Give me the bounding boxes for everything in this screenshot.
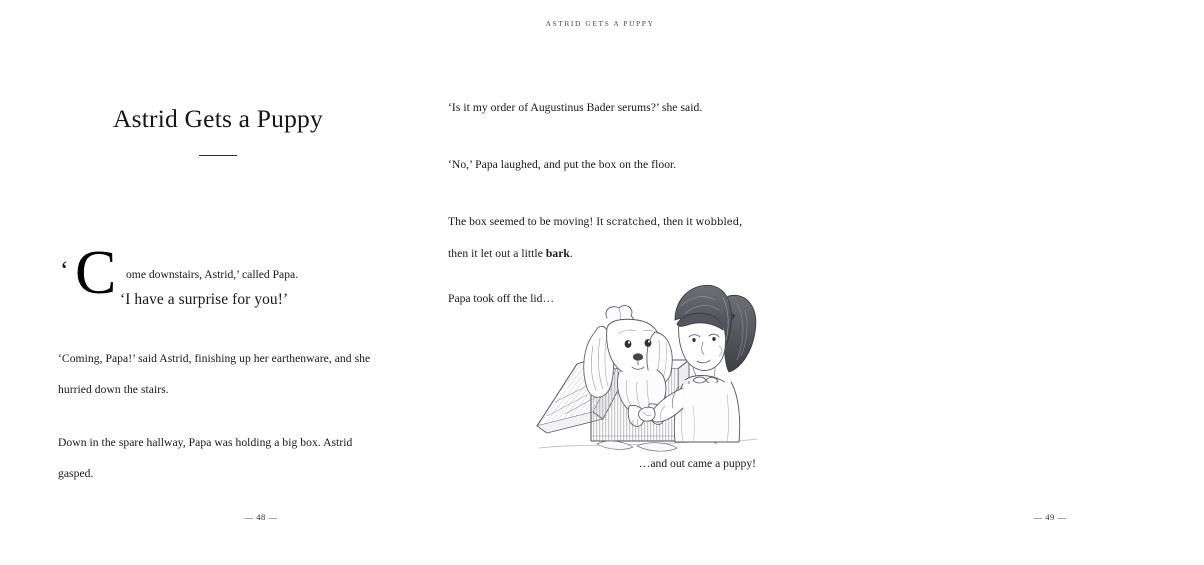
page-title: Astrid Gets a Puppy (113, 104, 323, 133)
box-text-part-1: The box seemed to be moving! It (448, 215, 607, 228)
sound-word-wobbled: wobbled (695, 217, 740, 228)
paragraph-hallway: Down in the spare hallway, Papa was holding a big box. Astrid gasped. (58, 436, 353, 480)
paragraph-coming: ‘Coming, Papa!’ said Astrid, finishing up her earthenware, and she hurried down the stairs. (58, 352, 371, 396)
puppy-box-illustration-svg (533, 276, 763, 461)
caption-took-off-lid: Papa took off the lid… (448, 292, 555, 305)
paragraph-box-moving (448, 206, 756, 269)
title-divider (199, 155, 237, 156)
box-text-part-4: . (569, 247, 573, 260)
sound-word-bark: bark (545, 247, 570, 260)
sound-word-scratched: scratched (606, 217, 658, 228)
paragraph-no: ‘No,’ Papa laughed, and put the box on the floor. (448, 158, 677, 171)
page-number-right: — 49 — (1033, 512, 1067, 522)
right-page (448, 0, 1067, 565)
opening-paragraph-line-2: ‘I have a surprise for you!’ (120, 291, 289, 308)
box-text-part-2: , then it (657, 215, 696, 228)
dropcap-open-quote: ‘ (60, 256, 69, 285)
caption-out-came-a-puppy: …and out came a puppy! (638, 457, 756, 470)
opening-paragraph-line-1: ome downstairs, Astrid,’ called Papa. (126, 268, 299, 281)
page-number-left: — 48 — (244, 512, 278, 522)
box-text-part-3: , then it let out a little (448, 215, 743, 260)
running-head: ASTRID GETS A PUPPY (545, 19, 655, 28)
puppy-box-illustration (533, 276, 763, 461)
paragraph-serums: ‘Is it my order of Augustinus Bader serums?’ she said. (448, 101, 703, 114)
left-page (58, 0, 378, 565)
dropcap-letter: C (75, 239, 117, 307)
